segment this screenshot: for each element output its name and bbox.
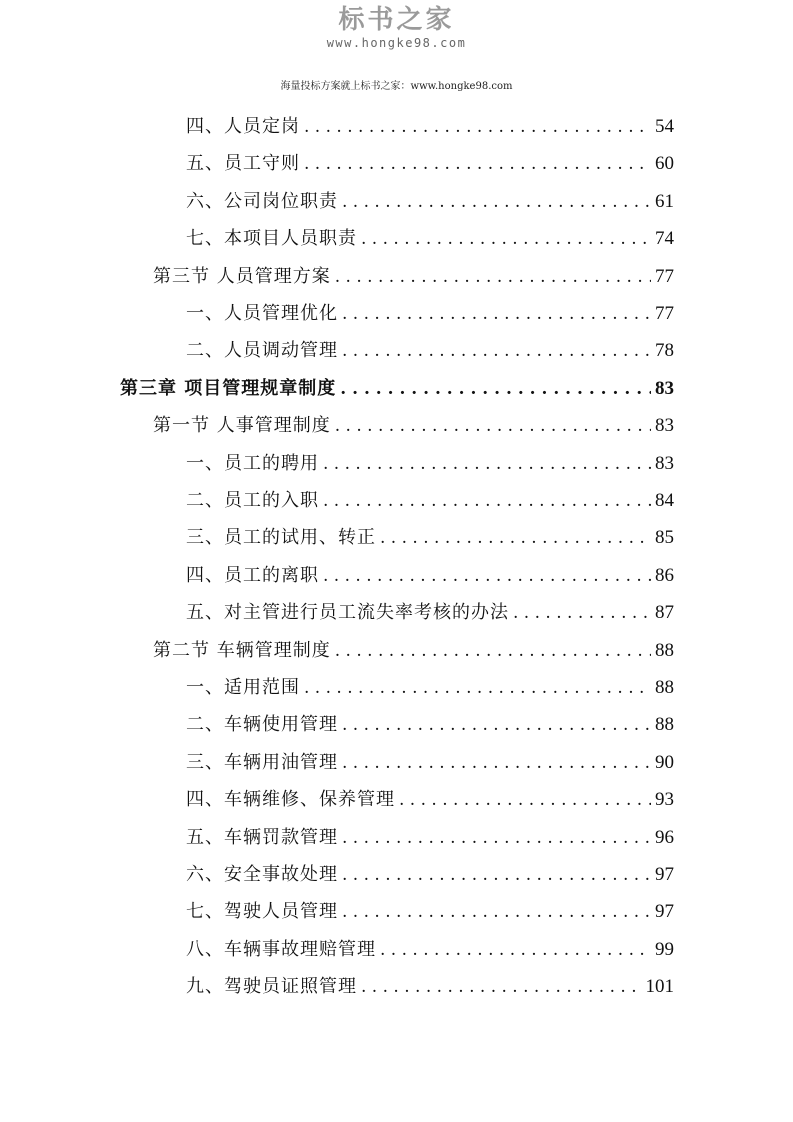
toc-entry[interactable]	[186, 213, 674, 250]
toc-dot-leader	[361, 976, 642, 998]
toc-dot-leader	[342, 827, 651, 849]
toc-dot-leader	[335, 415, 651, 437]
toc-dot-leader	[342, 340, 651, 362]
toc-page-number: 97	[655, 864, 674, 885]
toc-entry-label: 六、公司岗位职责	[186, 190, 338, 212]
toc-entry-label: 一、人员管理优化	[186, 303, 338, 324]
toc-page-number: 85	[655, 527, 674, 549]
toc-dot-leader	[304, 677, 651, 699]
toc-page-number: 83	[655, 377, 674, 399]
toc-page-number: 88	[655, 677, 674, 698]
toc-entry-label: 五、对主管进行员工流失率考核的办法	[186, 602, 509, 624]
toc-entry[interactable]	[186, 101, 674, 138]
toc-entry[interactable]	[186, 288, 674, 325]
toc-page-number: 84	[655, 490, 674, 511]
toc-entry-label: 七、本项目人员职责	[186, 228, 357, 250]
toc-entry-label: 三、车辆用油管理	[186, 751, 338, 773]
toc-entry[interactable]	[186, 512, 674, 549]
toc-entry-label: 一、员工的聘用	[186, 452, 319, 474]
toc-entry-label: 二、人员调动管理	[186, 340, 338, 362]
toc-entry-label: 四、车辆维修、保养管理	[186, 789, 395, 811]
toc-page-number: 101	[645, 976, 674, 998]
toc-entry[interactable]	[186, 587, 674, 624]
toc-entry[interactable]	[186, 138, 674, 175]
toc-entry-label: 六、安全事故处理	[186, 864, 338, 885]
toc-entry[interactable]	[153, 400, 674, 437]
toc-dot-leader	[335, 640, 651, 662]
toc-entry[interactable]	[186, 812, 674, 849]
toc-page-number: 54	[655, 116, 674, 137]
toc-entry-label: 四、人员定岗	[186, 116, 300, 137]
toc-entry[interactable]	[186, 176, 674, 213]
toc-entry-label: 九、驾驶员证照管理	[186, 976, 357, 998]
toc-entry[interactable]	[186, 849, 674, 886]
toc-dot-leader	[342, 191, 651, 213]
toc-entry-label: 二、车辆使用管理	[186, 714, 338, 736]
toc-dot-leader	[340, 378, 651, 400]
toc-dot-leader	[342, 752, 651, 774]
logo-title: 标书之家	[338, 5, 455, 35]
toc-page-number: 93	[655, 789, 674, 811]
toc-entry-label: 五、员工守则	[186, 153, 300, 175]
toc-page-number: 88	[655, 639, 674, 661]
toc-page-number: 83	[655, 415, 674, 437]
toc-entry[interactable]	[153, 251, 674, 288]
toc-entry-label: 八、车辆事故理赔管理	[186, 938, 376, 960]
site-logo	[0, 4, 793, 50]
toc-page-number: 99	[655, 938, 674, 960]
toc-entry[interactable]	[186, 886, 674, 923]
toc-entry[interactable]	[186, 550, 674, 587]
logo-url: www.hongke98.com	[326, 36, 467, 50]
toc-dot-leader	[304, 153, 651, 175]
toc-entry[interactable]	[186, 924, 674, 961]
toc-dot-leader	[342, 864, 651, 886]
toc-entry[interactable]	[186, 774, 674, 811]
toc-dot-leader	[304, 116, 651, 138]
toc-entry[interactable]	[186, 438, 674, 475]
toc-dot-leader	[513, 602, 651, 624]
toc-dot-leader	[361, 228, 651, 250]
header-note: 海量投标方案就上标书之家：www.hongke98.com	[280, 81, 513, 92]
toc-page-number: 97	[655, 901, 674, 923]
toc-entry-label: 一、适用范围	[186, 677, 300, 698]
toc-page-number: 88	[655, 714, 674, 736]
toc-entry[interactable]	[186, 325, 674, 362]
toc-dot-leader	[323, 490, 651, 512]
toc-entry[interactable]	[186, 662, 674, 699]
toc-entry-label: 五、车辆罚款管理	[186, 826, 338, 848]
toc-page-number: 96	[655, 826, 674, 848]
toc-dot-leader	[323, 565, 651, 587]
toc-dot-leader	[342, 714, 651, 736]
toc-dot-leader	[380, 939, 651, 961]
toc-page-number: 61	[655, 190, 674, 212]
toc-entry[interactable]	[153, 625, 674, 662]
toc-entry[interactable]	[186, 961, 674, 998]
toc-dot-leader	[323, 453, 651, 475]
toc-entry[interactable]	[186, 699, 674, 736]
toc-entry-label: 四、员工的离职	[186, 564, 319, 586]
toc-entry-label: 第三节 人员管理方案	[153, 265, 331, 287]
toc-page-number: 86	[655, 564, 674, 586]
toc-entry-label: 第二节 车辆管理制度	[153, 639, 331, 661]
toc-entry[interactable]	[186, 737, 674, 774]
toc-page-number: 83	[655, 452, 674, 474]
toc-entry[interactable]	[186, 475, 674, 512]
toc-entry-label: 第三章 项目管理规章制度	[120, 377, 337, 399]
toc-page-number: 78	[655, 340, 674, 362]
toc-dot-leader	[342, 303, 651, 325]
toc-page-number: 87	[655, 602, 674, 624]
toc-dot-leader	[399, 789, 651, 811]
toc-entry-label: 三、员工的试用、转正	[186, 527, 376, 549]
toc-dot-leader	[380, 527, 651, 549]
toc-entry-label: 第一节 人事管理制度	[153, 415, 331, 437]
toc-page-number: 60	[655, 153, 674, 175]
toc-page-number: 77	[655, 303, 674, 324]
toc-entry[interactable]	[120, 363, 674, 400]
toc-dot-leader	[342, 901, 651, 923]
toc-entry-label: 二、员工的入职	[186, 490, 319, 511]
toc-page-number: 74	[655, 228, 674, 250]
toc-dot-leader	[335, 266, 651, 288]
toc-entry-label: 七、驾驶人员管理	[186, 901, 338, 923]
toc-page-number: 77	[655, 265, 674, 287]
toc-page-number: 90	[655, 751, 674, 773]
